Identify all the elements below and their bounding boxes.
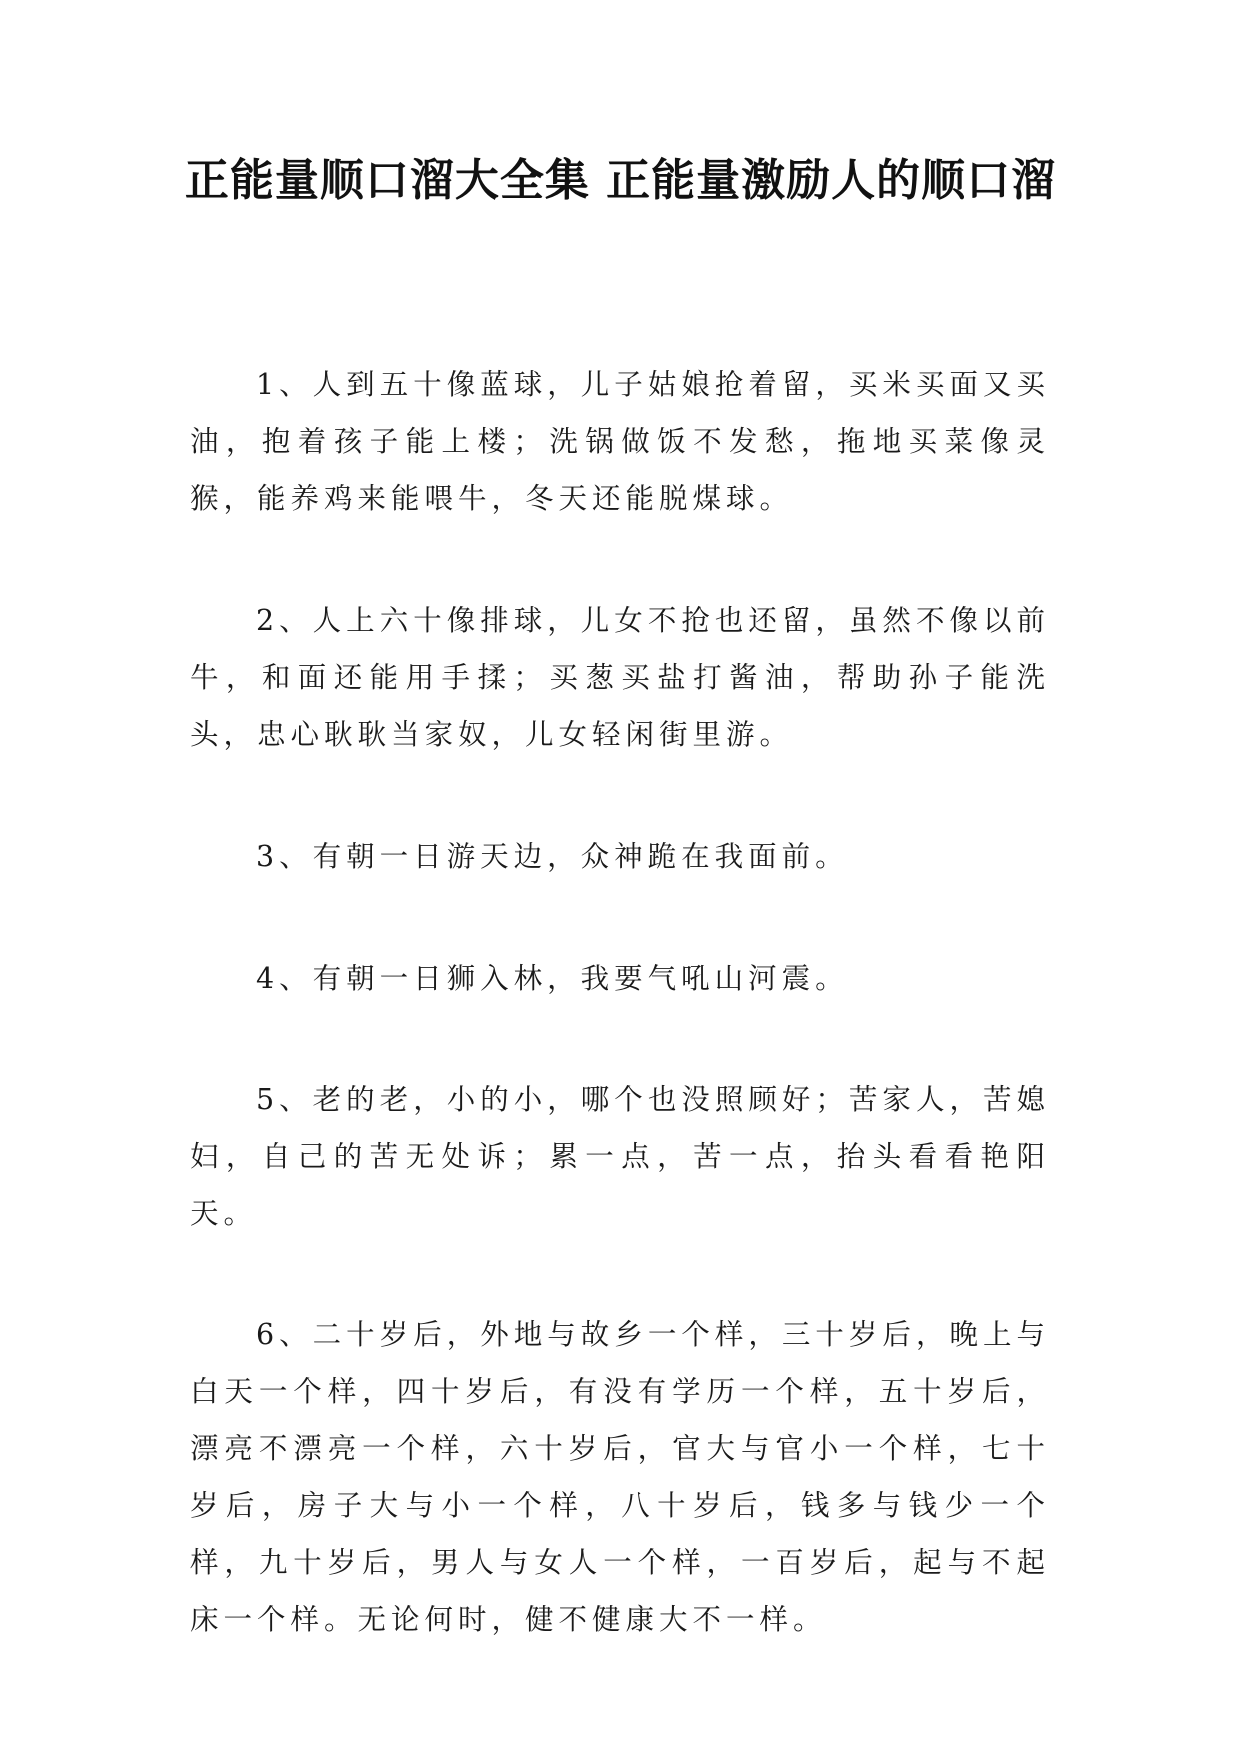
document-body [190,356,1050,1648]
paragraph-4: 4、有朝一日狮入林，我要气吼山河震。 [256,962,849,995]
paragraph-2: 2、人上六十像排球，儿女不抢也还留，虽然不像以前牛，和面还能用手揉；买葱买盐打酱油，帮助孙子能洗头，忠心耿耿当家奴，儿女轻闲街里游。 [190,604,1050,751]
document-title: 正能量顺口溜大全集 正能量激励人的顺口溜 [184,155,1057,206]
paragraph-3: 3、有朝一日游天边，众神跪在我面前。 [256,840,849,873]
paragraph-1: 1、人到五十像蓝球，儿子姑娘抢着留，买米买面又买油，抱着孩子能上楼；洗锅做饭不发愁，拖地买菜像灵猴，能养鸡来能喂牛，冬天还能脱煤球。 [190,368,1050,515]
paragraph-5: 5、老的老，小的小，哪个也没照顾好；苦家人，苦媳妇，自己的苦无处诉；累一点，苦一点，抬头看看艳阳天。 [190,1083,1050,1230]
paragraph-6: 6、二十岁后，外地与故乡一个样，三十岁后，晚上与白天一个样，四十岁后，有没有学历一个样，五十岁后，漂亮不漂亮一个样，六十岁后，官大与官小一个样，七十岁后，房子大与小一个样，八十岁后，钱多与钱少一个样，九十岁后，男人与女人一个样，一百岁后，起与不起床一个样。无论何时，健不健康大不一样。 [190,1318,1050,1636]
